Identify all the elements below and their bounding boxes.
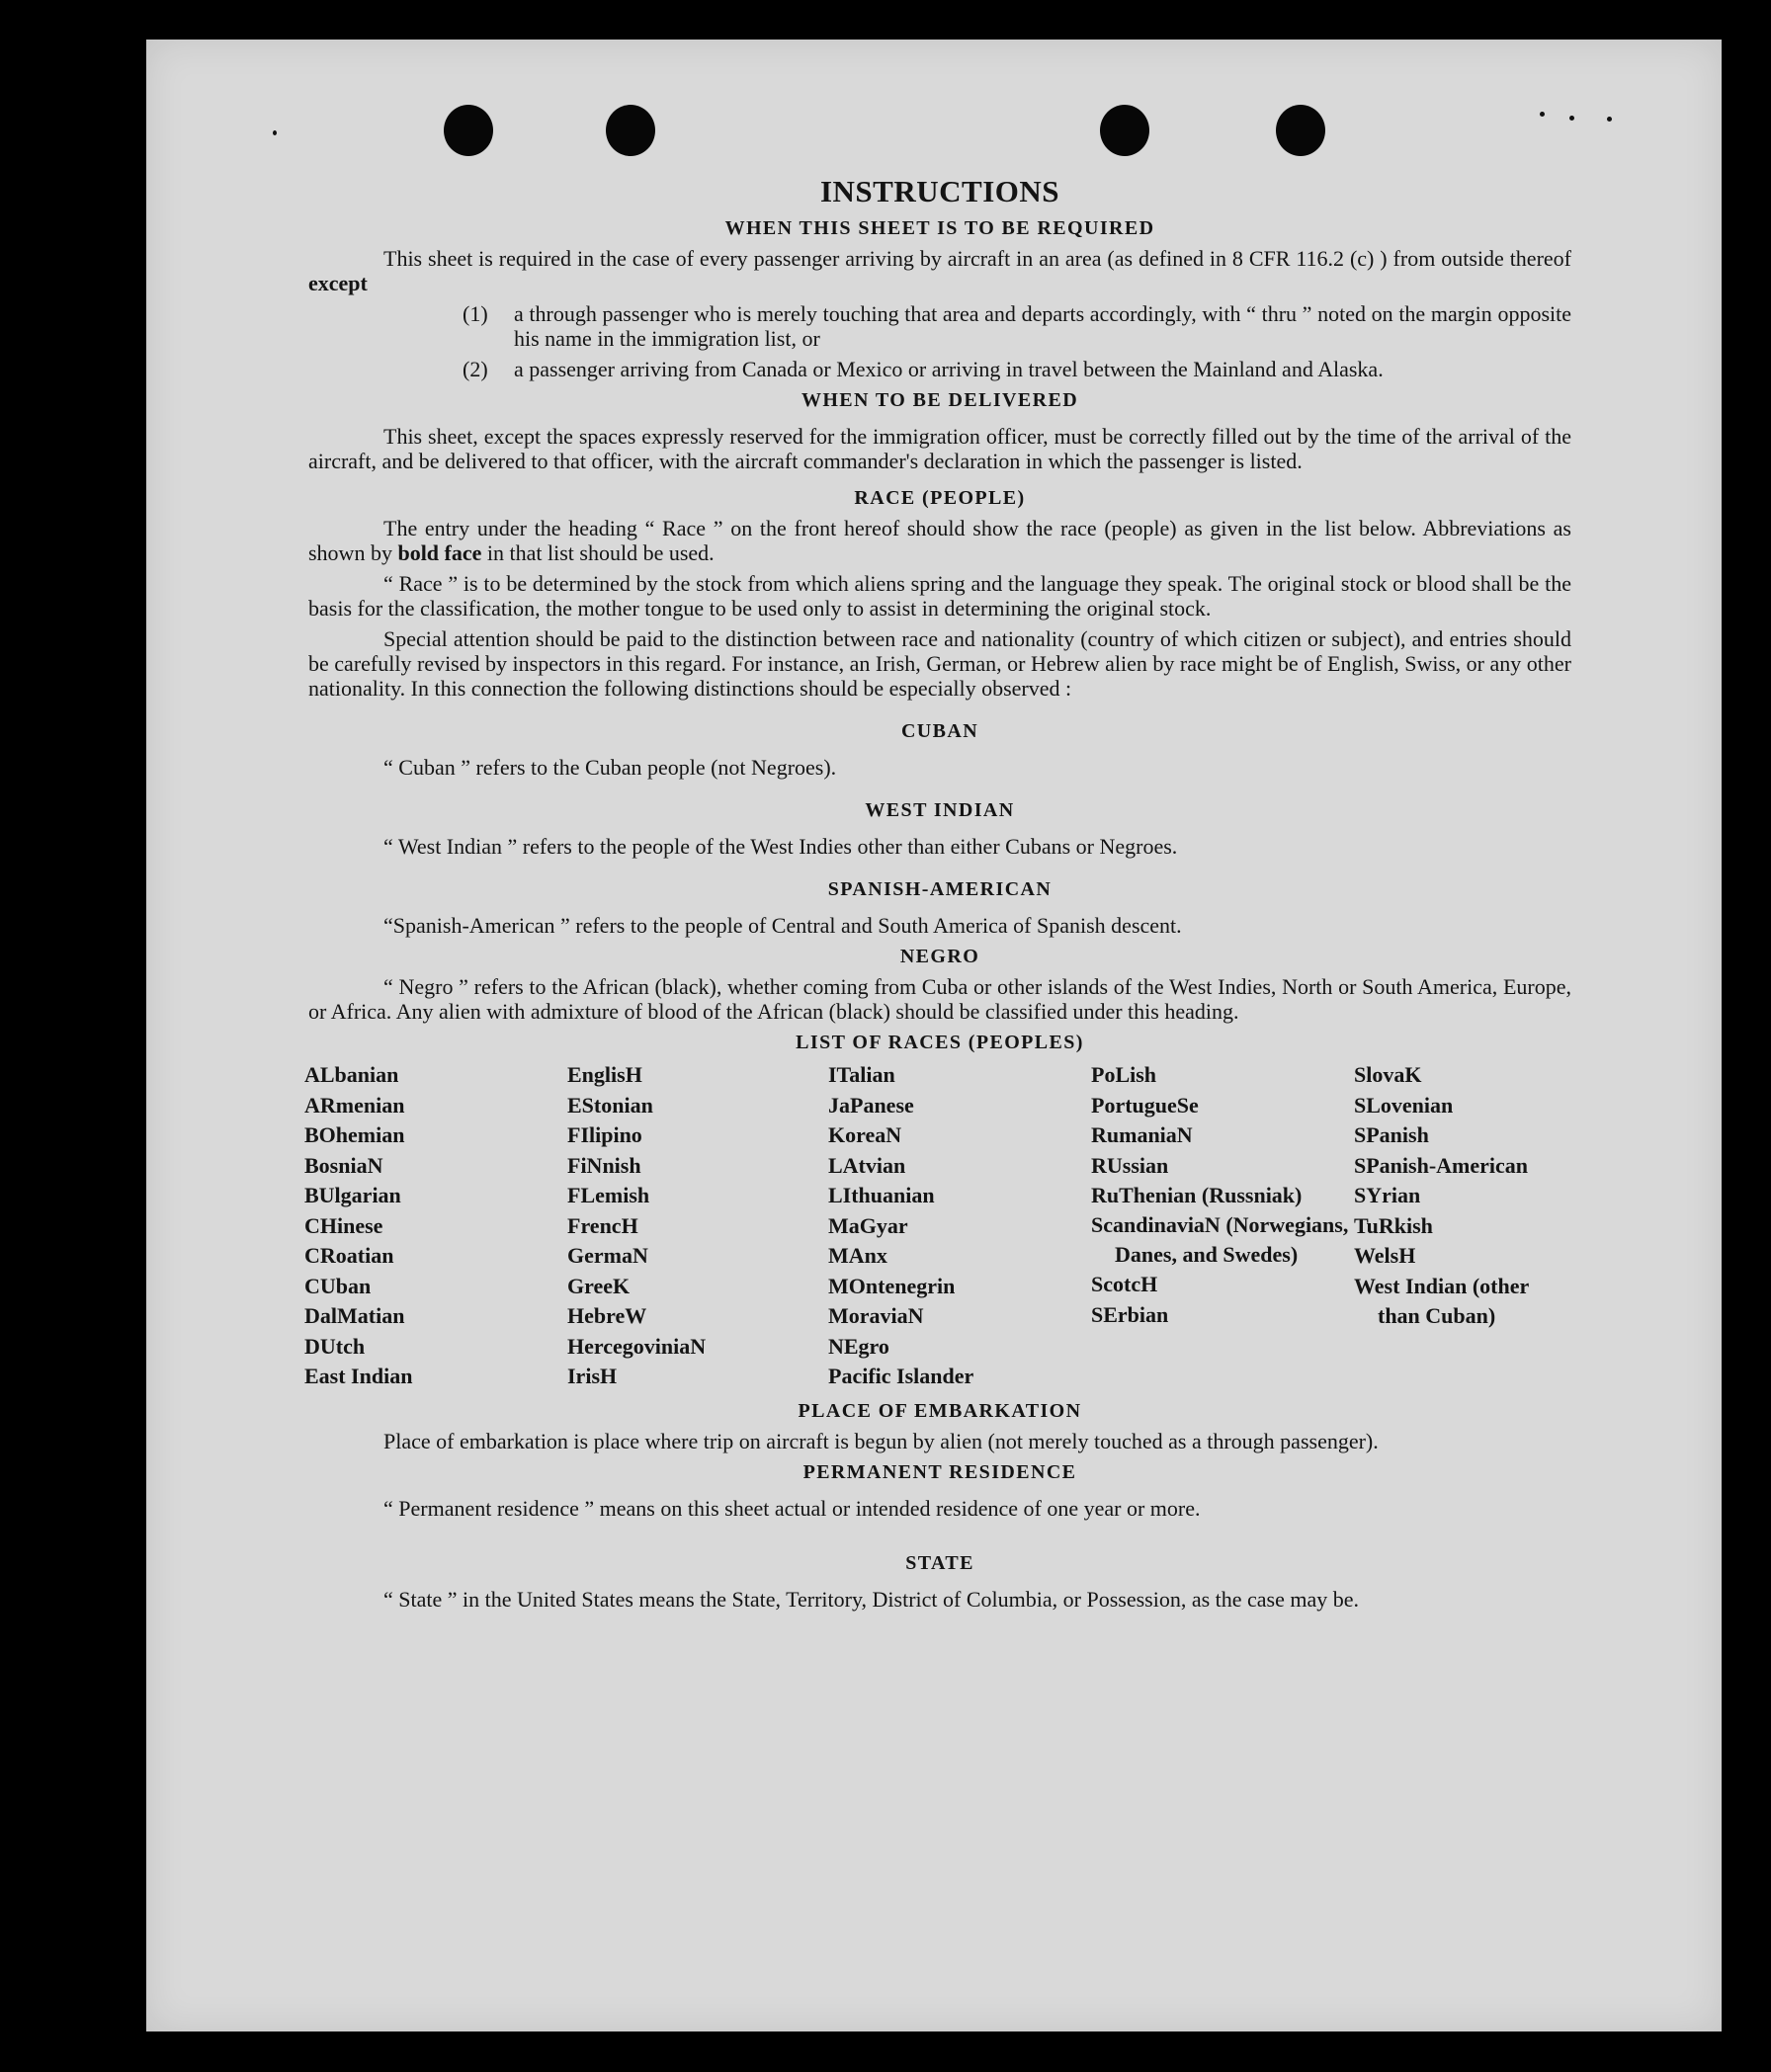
race-entry: EStonian <box>567 1092 653 1118</box>
heading-cuban: CUBAN <box>900 720 979 742</box>
race-entry: EnglisH <box>567 1062 642 1087</box>
race-entry: HebreW <box>567 1303 647 1328</box>
speck <box>1540 112 1545 117</box>
permanent-residence-text: “ Permanent residence ” means on this sheet actual or intended residence of one year or more. <box>383 1495 1201 1521</box>
race-entry: PortugueSe <box>1091 1092 1199 1118</box>
punch-hole <box>444 105 493 156</box>
race-entry: ALbanian <box>304 1062 399 1087</box>
item-number: (1) <box>463 301 488 326</box>
race-entry: SPanish-American <box>1354 1152 1528 1178</box>
punch-hole <box>1100 105 1149 156</box>
race-entry: FLemish <box>567 1183 650 1207</box>
race-entry: SErbian <box>1091 1301 1169 1327</box>
race-entry: JaPanese <box>828 1092 914 1118</box>
race-column <box>567 1060 828 1392</box>
race-paragraph-1 <box>308 516 1571 565</box>
race-entry: HercegoviniaN <box>567 1333 707 1359</box>
race-entry: RUssian <box>1091 1152 1169 1178</box>
race-paragraph-2: “ Race ” is to be determined by the stock from which aliens spring and the language they speak. The original stock or blood shall be the basis for the classification, the mother tongue to be used only to assist in determining the original stock. <box>308 571 1571 621</box>
race-entry: BosniaN <box>304 1152 383 1178</box>
spanish-american-text: “Spanish-American ” refers to the people of Central and South America of Spanish descent. <box>383 913 1182 938</box>
heading-state: STATE <box>905 1551 974 1574</box>
race-entry: East Indian <box>304 1364 413 1388</box>
intro-text: This sheet is required in the case of every passenger arriving by aircraft in an area (as defined in 8 CFR 116.2 (c) ) from outside thereof <box>383 246 1571 271</box>
race-list <box>304 1060 1571 1392</box>
race-entry: ScandinaviaN (Norwegians, Danes, and Swedes) <box>1091 1212 1349 1267</box>
when-required-intro <box>308 246 1571 295</box>
race-column <box>304 1060 567 1392</box>
race-entry: SlovaK <box>1354 1062 1422 1087</box>
race-entry: WelsH <box>1354 1243 1416 1268</box>
heading-west-indian: WEST INDIAN <box>865 799 1015 821</box>
race-entry: LIthuanian <box>828 1183 935 1207</box>
race-entry: CUban <box>304 1273 372 1298</box>
race-entry: DalMatian <box>304 1303 405 1328</box>
race-entry: MAnx <box>828 1243 887 1268</box>
race-entry: KoreaN <box>828 1122 902 1147</box>
race-column <box>1091 1060 1354 1392</box>
race-entry: FiNnish <box>567 1152 641 1178</box>
embarkation-text: Place of embarkation is place where trip on aircraft is begun by alien (not merely touched as a through passenger). <box>383 1428 1379 1453</box>
race-entry: LAtvian <box>828 1152 906 1178</box>
heading-when-required: WHEN THIS SHEET IS TO BE REQUIRED <box>724 217 1155 239</box>
race-entry: ITalian <box>828 1062 895 1087</box>
race-entry: BOhemian <box>304 1122 405 1147</box>
speck <box>1569 116 1574 121</box>
heading-race: RACE (PEOPLE) <box>854 487 1026 509</box>
cuban-text: “ Cuban ” refers to the Cuban people (not Negroes). <box>383 755 837 780</box>
race-entry: ScotcH <box>1091 1272 1158 1296</box>
race-entry: DUtch <box>304 1333 366 1359</box>
race-entry: SLovenian <box>1354 1092 1454 1118</box>
race-entry: CRoatian <box>304 1243 394 1268</box>
heading-negro: NEGRO <box>899 946 980 967</box>
race-column <box>1354 1060 1567 1392</box>
heading-list-of-races: LIST OF RACES (PEOPLES) <box>796 1032 1084 1053</box>
heading-embarkation: PLACE OF EMBARKATION <box>798 1399 1082 1422</box>
race-entry: GermaN <box>567 1243 648 1268</box>
intro-bold: except <box>308 271 368 295</box>
race-entry: ARmenian <box>304 1092 405 1118</box>
race-text: in that list should be used. <box>486 540 715 565</box>
race-entry: MOntenegrin <box>828 1273 956 1298</box>
exception-item <box>463 301 1571 351</box>
race-entry: PoLish <box>1091 1062 1157 1087</box>
race-text: The entry under the heading “ Race ” on the front hereof should show the race (people) as given in the list below. Abbreviations as shown by <box>308 516 1571 565</box>
race-entry: CHinese <box>304 1212 383 1238</box>
race-entry: SPanish <box>1354 1122 1429 1147</box>
race-column <box>828 1060 1091 1392</box>
race-entry: MoraviaN <box>828 1303 924 1328</box>
race-entry: FIlipino <box>567 1122 642 1147</box>
race-entry: RumaniaN <box>1091 1122 1193 1147</box>
race-entry: West Indian (other than Cuban) <box>1354 1273 1529 1328</box>
item-number: (2) <box>463 357 488 381</box>
state-text: “ State ” in the United States means the State, Territory, District of Columbia, or Possession, as the case may be. <box>383 1586 1360 1612</box>
race-entry: SYrian <box>1354 1183 1421 1207</box>
exception-item <box>463 357 1571 381</box>
negro-text: “ Negro ” refers to the African (black), whether coming from Cuba or other islands of the West Indies, North or South America, Europe, or Africa. Any alien with admixture of blood of the African (black) should be classified under this heading. <box>308 974 1571 1024</box>
west-indian-text: “ West Indian ” refers to the people of the West Indies other than either Cubans or Negroes. <box>383 834 1178 859</box>
item-text: a through passenger who is merely touching that area and departs accordingly, with “ thru ” noted on the margin opposite his name in the immigration list, or <box>514 301 1571 351</box>
race-entry: MaGyar <box>828 1212 908 1238</box>
race-bold: bold face <box>397 540 482 565</box>
heading-permanent-residence: PERMANENT RESIDENCE <box>802 1460 1077 1483</box>
heading-when-delivered: WHEN TO BE DELIVERED <box>801 389 1079 411</box>
race-entry: GreeK <box>567 1273 631 1298</box>
page-title: INSTRUCTIONS <box>819 174 1059 208</box>
race-entry: Pacific Islander <box>828 1364 974 1388</box>
race-entry: NEgro <box>828 1333 889 1359</box>
when-delivered-text: This sheet, except the spaces expressly reserved for the immigration officer, must be correctly filled out by the time of the arrival of the aircraft, and be delivered to that officer, with the aircraft commander's declaration in which the passenger is listed. <box>308 424 1571 473</box>
heading-spanish-american: SPANISH-AMERICAN <box>827 878 1053 900</box>
speck <box>273 130 277 135</box>
punch-hole <box>1276 105 1325 156</box>
speck <box>1607 117 1612 122</box>
race-paragraph-3: Special attention should be paid to the distinction between race and nationality (country of which citizen or subject), and entries should be carefully revised by inspectors in this regard. For instance, an Irish, German, or Hebrew alien by race might be of English, Swiss, or any other nationality. In this connection the following distinctions should be especially observed : <box>308 626 1571 701</box>
race-entry: TuRkish <box>1354 1212 1433 1238</box>
race-entry: BUlgarian <box>304 1183 401 1207</box>
race-entry: RuThenian (Russniak) <box>1091 1183 1303 1207</box>
punch-hole <box>606 105 655 156</box>
instructions-content <box>304 174 1571 1612</box>
race-entry: FrencH <box>567 1212 638 1238</box>
race-entry: IrisH <box>567 1364 618 1388</box>
item-text: a passenger arriving from Canada or Mexico or arriving in travel between the Mainland and Alaska. <box>514 357 1384 381</box>
